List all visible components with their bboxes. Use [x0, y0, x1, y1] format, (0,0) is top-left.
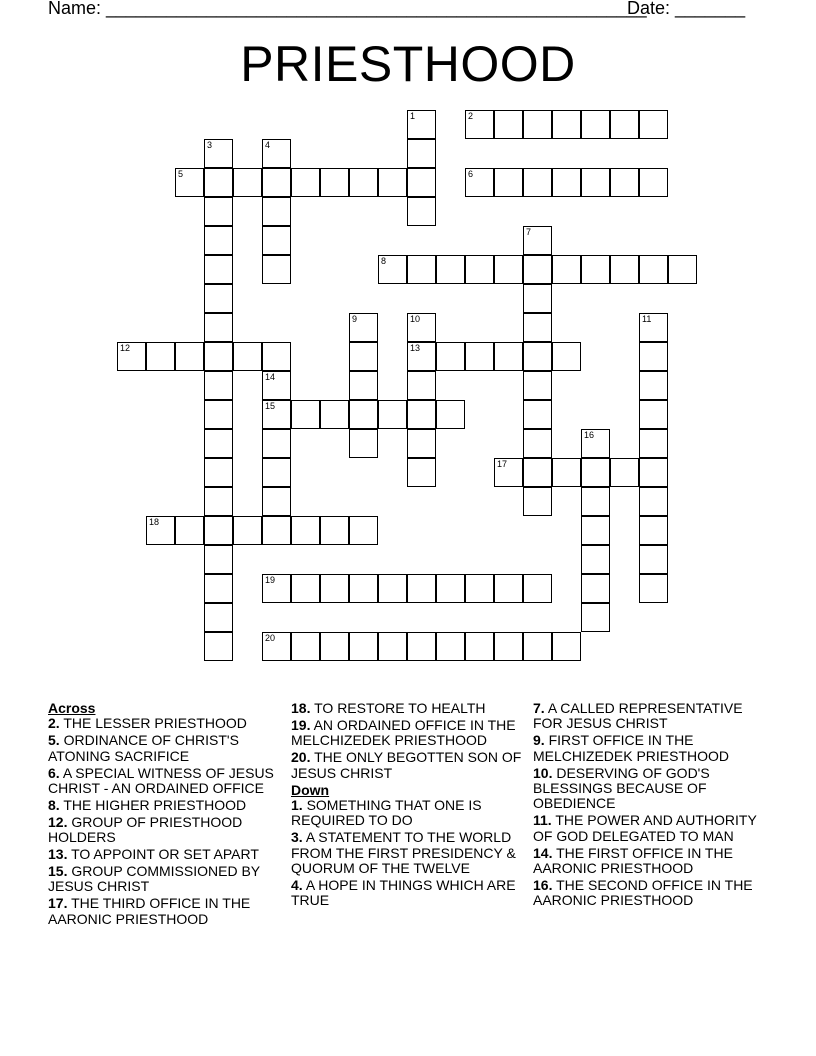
clue-down-9: 9. FIRST OFFICE IN THE MELCHIZEDEK PRIESTHOOD: [533, 732, 730, 764]
clue-down-10: 10. DESERVING OF GOD'S BLESSINGS BECAUSE OF OBEDIENCE: [533, 764, 710, 812]
clue-down-11: 11. THE POWER AND AUTHORITY OF GOD DELEGATED TO MAN: [533, 812, 757, 844]
grid-cell[interactable]: [349, 313, 378, 342]
grid-cell[interactable]: [494, 110, 523, 139]
grid-cell[interactable]: [349, 632, 378, 661]
grid-cell[interactable]: [378, 632, 407, 661]
down-heading: Down: [291, 781, 330, 798]
clues-column-1: [48, 701, 288, 929]
grid-cell[interactable]: [262, 255, 291, 284]
grid-cell[interactable]: [204, 545, 233, 574]
clue-number-label: 11: [642, 314, 652, 324]
grid-cell[interactable]: [175, 516, 204, 545]
across-heading: Across: [48, 700, 96, 716]
grid-cell[interactable]: [639, 487, 668, 516]
grid-cell[interactable]: [610, 168, 639, 197]
grid-cell[interactable]: [291, 632, 320, 661]
grid-cell[interactable]: [204, 458, 233, 487]
clue-across-13: 13. TO APPOINT OR SET APART: [48, 846, 259, 863]
grid-cell[interactable]: [378, 574, 407, 603]
grid-cell[interactable]: [407, 458, 436, 487]
grid-cell[interactable]: [378, 400, 407, 429]
grid-cell[interactable]: [204, 487, 233, 516]
clue-number-label: 18: [149, 517, 160, 527]
grid-cell[interactable]: [349, 429, 378, 458]
grid-cell[interactable]: [407, 110, 436, 139]
grid-cell[interactable]: [262, 632, 291, 661]
grid-cell[interactable]: [639, 255, 668, 284]
grid-cell[interactable]: [436, 400, 465, 429]
grid-cell[interactable]: [436, 632, 465, 661]
grid-cell[interactable]: [465, 632, 494, 661]
grid-cell[interactable]: [552, 168, 581, 197]
grid-cell[interactable]: [233, 168, 262, 197]
grid-cell[interactable]: [146, 342, 175, 371]
grid-cell[interactable]: [349, 574, 378, 603]
clue-across-20: 20. THE ONLY BEGOTTEN SON OF JESUS CHRIST: [291, 749, 522, 781]
grid-cell[interactable]: [262, 371, 291, 400]
grid-cell[interactable]: [523, 255, 552, 284]
grid-cell[interactable]: [581, 429, 610, 458]
grid-cell[interactable]: [581, 255, 610, 284]
grid-cell[interactable]: [204, 255, 233, 284]
grid-cell[interactable]: [639, 516, 668, 545]
grid-cell[interactable]: [349, 400, 378, 429]
grid-cell[interactable]: [523, 313, 552, 342]
clue-number-label: 1: [410, 111, 416, 121]
grid-cell[interactable]: [262, 487, 291, 516]
grid-cell[interactable]: [407, 342, 436, 371]
grid-cell[interactable]: [639, 371, 668, 400]
grid-cell[interactable]: [349, 371, 378, 400]
grid-cell[interactable]: [320, 516, 349, 545]
grid-cell[interactable]: [175, 342, 204, 371]
clue-number-label: 20: [265, 633, 276, 643]
grid-cell[interactable]: [291, 516, 320, 545]
grid-cell[interactable]: [494, 632, 523, 661]
clue-down-16: 16. THE SECOND OFFICE IN THE AARONIC PRIESTHOOD: [533, 876, 753, 909]
clue-number-label: 14: [265, 372, 276, 382]
grid-cell[interactable]: [494, 458, 523, 487]
grid-cell[interactable]: [581, 458, 610, 487]
grid-cell[interactable]: [581, 603, 610, 632]
clue-number-label: 4: [265, 140, 271, 150]
grid-cell[interactable]: [146, 516, 175, 545]
grid-cell[interactable]: [204, 574, 233, 603]
grid-cell[interactable]: [407, 313, 436, 342]
clue-number-label: 9: [352, 314, 358, 324]
grid-cell[interactable]: [552, 255, 581, 284]
grid-cell[interactable]: [320, 632, 349, 661]
grid-cell[interactable]: [262, 168, 291, 197]
grid-cell[interactable]: [494, 168, 523, 197]
grid-cell[interactable]: [407, 255, 436, 284]
grid-cell[interactable]: [407, 139, 436, 168]
grid-cell[interactable]: [262, 458, 291, 487]
grid-cell[interactable]: [552, 342, 581, 371]
grid-cell[interactable]: [581, 545, 610, 574]
grid-cell[interactable]: [291, 400, 320, 429]
grid-cell[interactable]: [407, 197, 436, 226]
grid-cell[interactable]: [262, 342, 291, 371]
grid-cell[interactable]: [407, 574, 436, 603]
clue-across-15: 15. GROUP COMMISSIONED BY JESUS CHRIST: [48, 863, 260, 895]
grid-cell[interactable]: [204, 284, 233, 313]
clue-number-label: 6: [468, 169, 474, 179]
date-field-label: Date: _______: [627, 0, 746, 18]
clue-across-19: 19. AN ORDAINED OFFICE IN THE MELCHIZEDEK PRIESTHOOD: [291, 716, 516, 749]
grid-cell[interactable]: [639, 400, 668, 429]
grid-cell[interactable]: [523, 400, 552, 429]
grid-cell[interactable]: [523, 429, 552, 458]
grid-cell[interactable]: [610, 110, 639, 139]
grid-cell[interactable]: [204, 197, 233, 226]
grid-cell[interactable]: [349, 342, 378, 371]
grid-cell[interactable]: [436, 342, 465, 371]
grid-cell[interactable]: [262, 226, 291, 255]
clue-number-label: 7: [526, 227, 532, 237]
grid-cell[interactable]: [639, 429, 668, 458]
grid-cell[interactable]: [465, 255, 494, 284]
grid-cell[interactable]: [552, 458, 581, 487]
clue-down-7: 7. A CALLED REPRESENTATIVE FOR JESUS CHRIST: [533, 700, 743, 732]
grid-cell[interactable]: [639, 458, 668, 487]
grid-cell[interactable]: [204, 226, 233, 255]
clue-number-label: 8: [381, 256, 387, 266]
grid-cell[interactable]: [204, 313, 233, 342]
grid-cell[interactable]: [494, 574, 523, 603]
clue-number-label: 15: [265, 401, 276, 411]
clue-across-8: 8. THE HIGHER PRIESTHOOD: [48, 796, 247, 813]
grid-cell[interactable]: [320, 400, 349, 429]
page-title: PRIESTHOOD: [240, 36, 576, 92]
grid-cell[interactable]: [436, 574, 465, 603]
name-field-label: Name: ______________________________________________________: [48, 0, 647, 18]
grid-cell[interactable]: [204, 400, 233, 429]
grid-cell[interactable]: [639, 313, 668, 342]
clues-column-2: [291, 701, 531, 910]
grid-cell[interactable]: [523, 284, 552, 313]
grid-cell[interactable]: [523, 371, 552, 400]
grid-cell[interactable]: [204, 342, 233, 371]
grid-cell[interactable]: [262, 574, 291, 603]
grid-cell[interactable]: [262, 400, 291, 429]
grid-cell[interactable]: [523, 342, 552, 371]
grid-cell[interactable]: [378, 255, 407, 284]
clue-across-12: 12. GROUP OF PRIESTHOOD HOLDERS: [48, 813, 243, 846]
grid-cell[interactable]: [523, 226, 552, 255]
grid-cell[interactable]: [639, 545, 668, 574]
grid-cell[interactable]: [465, 574, 494, 603]
clue-number-label: 19: [265, 575, 276, 585]
grid-cell[interactable]: [204, 139, 233, 168]
grid-cell[interactable]: [378, 168, 407, 197]
clue-number-label: 17: [497, 459, 508, 469]
grid-cell[interactable]: [523, 632, 552, 661]
clue-down-4: 4. A HOPE IN THINGS WHICH ARE TRUE: [291, 876, 516, 909]
grid-cell[interactable]: [523, 574, 552, 603]
clue-number-label: 3: [207, 140, 213, 150]
grid-cell[interactable]: [523, 168, 552, 197]
grid-cell[interactable]: [523, 458, 552, 487]
clue-down-14: 14. THE FIRST OFFICE IN THE AARONIC PRIESTHOOD: [533, 844, 733, 877]
grid-cell[interactable]: [204, 429, 233, 458]
clue-number-label: 16: [584, 430, 595, 440]
grid-cell[interactable]: [204, 632, 233, 661]
grid-cell[interactable]: [465, 342, 494, 371]
grid-cell[interactable]: [233, 516, 262, 545]
clue-across-17: 17. THE THIRD OFFICE IN THE AARONIC PRIESTHOOD: [48, 895, 251, 927]
grid-cell[interactable]: [523, 487, 552, 516]
grid-cell[interactable]: [639, 168, 668, 197]
grid-cell[interactable]: [581, 487, 610, 516]
grid-cell[interactable]: [552, 632, 581, 661]
grid-cell[interactable]: [668, 255, 697, 284]
clue-number-label: 13: [410, 343, 421, 353]
grid-cell[interactable]: [407, 168, 436, 197]
grid-cell[interactable]: [465, 168, 494, 197]
clue-number-label: 10: [410, 314, 421, 324]
clue-across-2: 2. THE LESSER PRIESTHOOD: [48, 715, 247, 732]
grid-cell[interactable]: [262, 429, 291, 458]
grid-cell[interactable]: [349, 516, 378, 545]
grid-cell[interactable]: [407, 632, 436, 661]
grid-cell[interactable]: [407, 429, 436, 458]
clues-column-3: [533, 701, 773, 910]
clue-down-3: 3. A STATEMENT TO THE WORLD FROM THE FIRST PRESIDENCY & QUORUM OF THE TWELVE: [291, 829, 516, 877]
grid-cell[interactable]: [262, 197, 291, 226]
grid-cell[interactable]: [407, 400, 436, 429]
grid-cell[interactable]: [494, 342, 523, 371]
clue-down-1: 1. SOMETHING THAT ONE IS REQUIRED TO DO: [291, 796, 482, 829]
grid-cell[interactable]: [581, 110, 610, 139]
grid-cell[interactable]: [262, 139, 291, 168]
grid-cell[interactable]: [639, 574, 668, 603]
clue-across-5: 5. ORDINANCE OF CHRIST'S ATONING SACRIFICE: [48, 732, 239, 764]
grid-cell[interactable]: [233, 342, 262, 371]
grid-cell[interactable]: [262, 516, 291, 545]
grid-cell[interactable]: [639, 342, 668, 371]
clue-number-label: 5: [178, 169, 184, 179]
grid-cell[interactable]: [291, 168, 320, 197]
grid-cell[interactable]: [204, 168, 233, 197]
grid-cell[interactable]: [581, 574, 610, 603]
grid-cell[interactable]: [349, 168, 378, 197]
grid-cell[interactable]: [581, 168, 610, 197]
clue-number-label: 12: [120, 343, 131, 353]
grid-cell[interactable]: [639, 110, 668, 139]
grid-cell[interactable]: [465, 110, 494, 139]
grid-cell[interactable]: [610, 458, 639, 487]
clue-number-label: 2: [468, 111, 474, 121]
grid-cell[interactable]: [291, 574, 320, 603]
grid-cell[interactable]: [175, 168, 204, 197]
grid-cell[interactable]: [320, 574, 349, 603]
grid-cell[interactable]: [204, 516, 233, 545]
grid-cell[interactable]: [610, 255, 639, 284]
grid-cell[interactable]: [523, 110, 552, 139]
grid-cell[interactable]: [494, 255, 523, 284]
grid-cell[interactable]: [581, 516, 610, 545]
grid-cell[interactable]: [436, 255, 465, 284]
grid-cell[interactable]: [204, 603, 233, 632]
grid-cell[interactable]: [407, 371, 436, 400]
clue-across-18: 18. TO RESTORE TO HEALTH: [291, 700, 486, 716]
grid-cell[interactable]: [117, 342, 146, 371]
grid-cell[interactable]: [204, 371, 233, 400]
clue-across-6: 6. A SPECIAL WITNESS OF JESUS CHRIST - AN ORDAINED OFFICE: [48, 764, 274, 797]
grid-cell[interactable]: [320, 168, 349, 197]
grid-cell[interactable]: [552, 110, 581, 139]
